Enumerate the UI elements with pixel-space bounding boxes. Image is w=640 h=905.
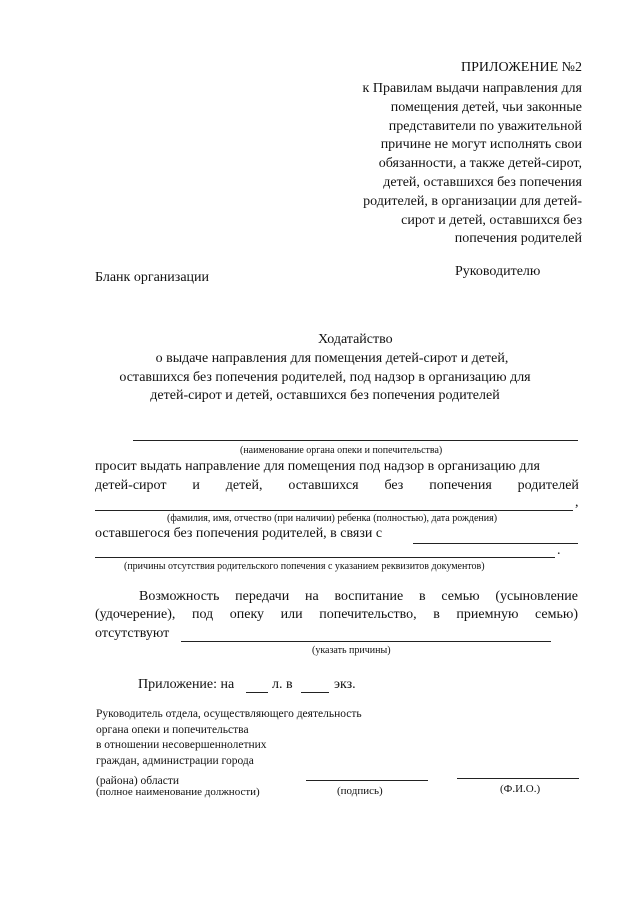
copies-field[interactable] bbox=[301, 692, 329, 693]
reasons-caption: (причины отсутствия родительского попечения с указанием реквизитов документов) bbox=[124, 561, 485, 572]
appendix-line: попечения родителей bbox=[454, 231, 582, 247]
word: и bbox=[192, 478, 200, 493]
appendix-line: представители по уважительной bbox=[388, 118, 582, 134]
word: детей-сирот bbox=[95, 478, 167, 493]
position-line: Руководитель отдела, осуществляющего деятельность bbox=[96, 708, 362, 720]
reason-line[interactable] bbox=[181, 641, 551, 642]
appendix-text bbox=[363, 80, 582, 249]
signature-position bbox=[96, 707, 362, 790]
reasons-line[interactable] bbox=[95, 557, 555, 558]
signature-line[interactable] bbox=[306, 780, 428, 781]
word: оставшихся bbox=[288, 478, 359, 493]
word: без bbox=[384, 478, 404, 493]
position-line: (района) области bbox=[96, 775, 179, 787]
appendix-line: родителей, в организации для детей- bbox=[363, 193, 582, 209]
sheets-field[interactable] bbox=[246, 692, 268, 693]
position-line: граждан, администрации города bbox=[96, 754, 254, 767]
period: . bbox=[557, 543, 561, 558]
petition-title: Ходатайство bbox=[318, 332, 393, 347]
name-line[interactable] bbox=[457, 778, 579, 779]
subtitle-line: детей-сирот и детей, оставшихся без попечения родителей bbox=[150, 388, 500, 403]
word: (удочерение), bbox=[95, 607, 176, 622]
subtitle-line: оставшихся без попечения родителей, под надзор в организацию для bbox=[119, 369, 531, 385]
appendix-title: ПРИЛОЖЕНИЕ №2 bbox=[461, 60, 582, 75]
sheets-label: л. в bbox=[272, 677, 293, 692]
request-line-2 bbox=[95, 478, 579, 494]
word: воспитание bbox=[334, 589, 404, 604]
attachment-label: Приложение: на bbox=[138, 677, 235, 692]
appendix-line: сирот и детей, оставшихся без bbox=[401, 212, 582, 228]
guardianship-name-line[interactable] bbox=[133, 440, 578, 441]
word: в bbox=[418, 589, 426, 604]
connection-label: оставшегося без попечения родителей, в связи с bbox=[95, 526, 383, 541]
name-caption: (Ф.И.О.) bbox=[500, 783, 541, 795]
child-name-line[interactable] bbox=[95, 510, 573, 511]
reason-caption: (указать причины) bbox=[312, 645, 391, 656]
position-line: органа опеки и попечительства bbox=[96, 723, 249, 736]
appendix-line: обязанности, а также детей-сирот, bbox=[378, 156, 582, 172]
position-caption: (полное наименование должности) bbox=[96, 786, 260, 798]
word: под bbox=[191, 607, 214, 622]
signature-caption: (подпись) bbox=[337, 785, 383, 797]
guardianship-caption: (наименование органа опеки и попечительства) bbox=[240, 445, 443, 456]
appendix-line: причине не могут исполнять свои bbox=[380, 137, 582, 153]
appendix-line: детей, оставшихся без попечения bbox=[383, 174, 582, 190]
word: детей, bbox=[225, 478, 263, 493]
petition-subtitle bbox=[80, 350, 570, 406]
request-line: просит выдать направление для помещения под надзор в организацию для bbox=[95, 459, 540, 474]
word: опеку bbox=[229, 607, 265, 622]
word: или bbox=[280, 607, 303, 622]
connection-line[interactable] bbox=[413, 543, 578, 544]
organization-letterhead: Бланк организации bbox=[95, 270, 210, 285]
appendix-line: к Правилам выдачи направления для bbox=[362, 81, 582, 96]
word: попечения bbox=[429, 478, 492, 493]
word: Возможность bbox=[139, 589, 220, 604]
absent-label: отсутствуют bbox=[95, 626, 170, 641]
word: на bbox=[304, 589, 319, 604]
word: родителей bbox=[517, 478, 579, 493]
appendix-line: помещения детей, чьи законные bbox=[390, 99, 582, 115]
word: (усыновление bbox=[495, 589, 578, 604]
comma: , bbox=[575, 495, 579, 510]
word: приемную bbox=[456, 607, 519, 622]
possibility-line-2 bbox=[95, 607, 578, 623]
subtitle-line: о выдаче направления для помещения детей-сирот и детей, bbox=[155, 351, 509, 366]
word: попечительство, bbox=[319, 607, 417, 622]
child-caption: (фамилия, имя, отчество (при наличии) ребенка (полностью), дата рождения) bbox=[167, 513, 498, 524]
possibility-line-1 bbox=[139, 589, 578, 605]
copies-label: экз. bbox=[334, 677, 356, 692]
word: семью bbox=[441, 589, 480, 604]
addressee: Руководителю bbox=[455, 264, 541, 279]
word: передачи bbox=[235, 589, 290, 604]
word: семью) bbox=[535, 607, 578, 622]
position-line: в отношении несовершеннолетних bbox=[96, 739, 267, 751]
word: в bbox=[433, 607, 440, 622]
